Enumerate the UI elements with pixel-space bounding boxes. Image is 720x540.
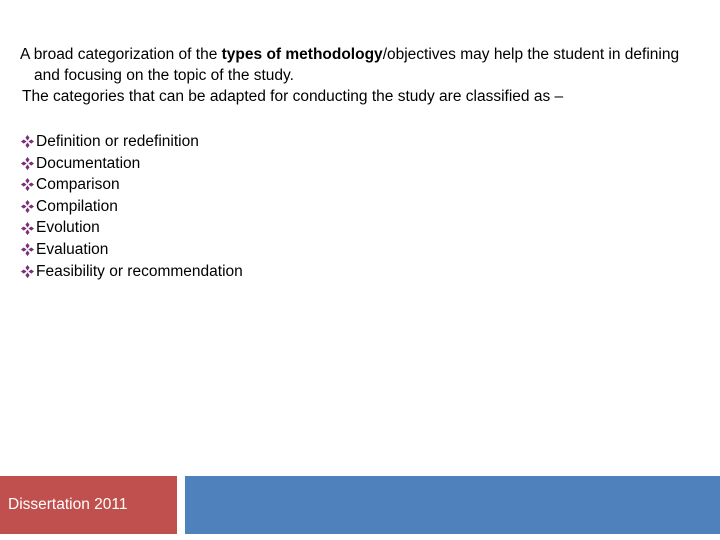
list-item-label: Documentation <box>36 154 141 172</box>
diamond-bullet-icon <box>20 156 35 171</box>
category-list <box>20 131 243 282</box>
diamond-bullet-icon <box>20 134 35 149</box>
footer-label: Dissertation 2011 <box>8 496 128 513</box>
list-item-label: Evaluation <box>36 240 109 258</box>
list-item-label: Comparison <box>36 176 120 194</box>
list-item-label: Evolution <box>36 219 100 237</box>
list-item-label: Compilation <box>36 197 118 215</box>
footer-right-bar <box>185 476 720 534</box>
list-item-label: Definition or redefinition <box>36 133 199 150</box>
footer-left-bar <box>0 476 177 534</box>
diamond-bullet-icon <box>20 199 35 214</box>
diamond-bullet-icon <box>20 242 35 257</box>
list-item <box>20 261 243 283</box>
list-item-label: Feasibility or recommendation <box>36 262 243 280</box>
intro-text-end: /objectives may help the student in defining and focusing on the topic of the study. <box>34 46 680 84</box>
diamond-bullet-icon <box>20 177 35 192</box>
list-item <box>20 196 243 218</box>
list-item <box>20 131 243 153</box>
intro-paragraph <box>20 44 700 86</box>
intro-text <box>20 44 700 107</box>
list-item <box>20 217 243 239</box>
intro-text-start: A broad categorization of the <box>20 46 222 63</box>
list-item <box>20 174 243 196</box>
diamond-bullet-icon <box>20 221 35 236</box>
list-item <box>20 239 243 261</box>
list-item <box>20 153 243 175</box>
categories-intro: The categories that can be adapted for conducting the study are classified as – <box>22 88 564 105</box>
diamond-bullet-icon <box>20 264 35 279</box>
intro-bold-phrase: types of methodology <box>221 46 383 63</box>
